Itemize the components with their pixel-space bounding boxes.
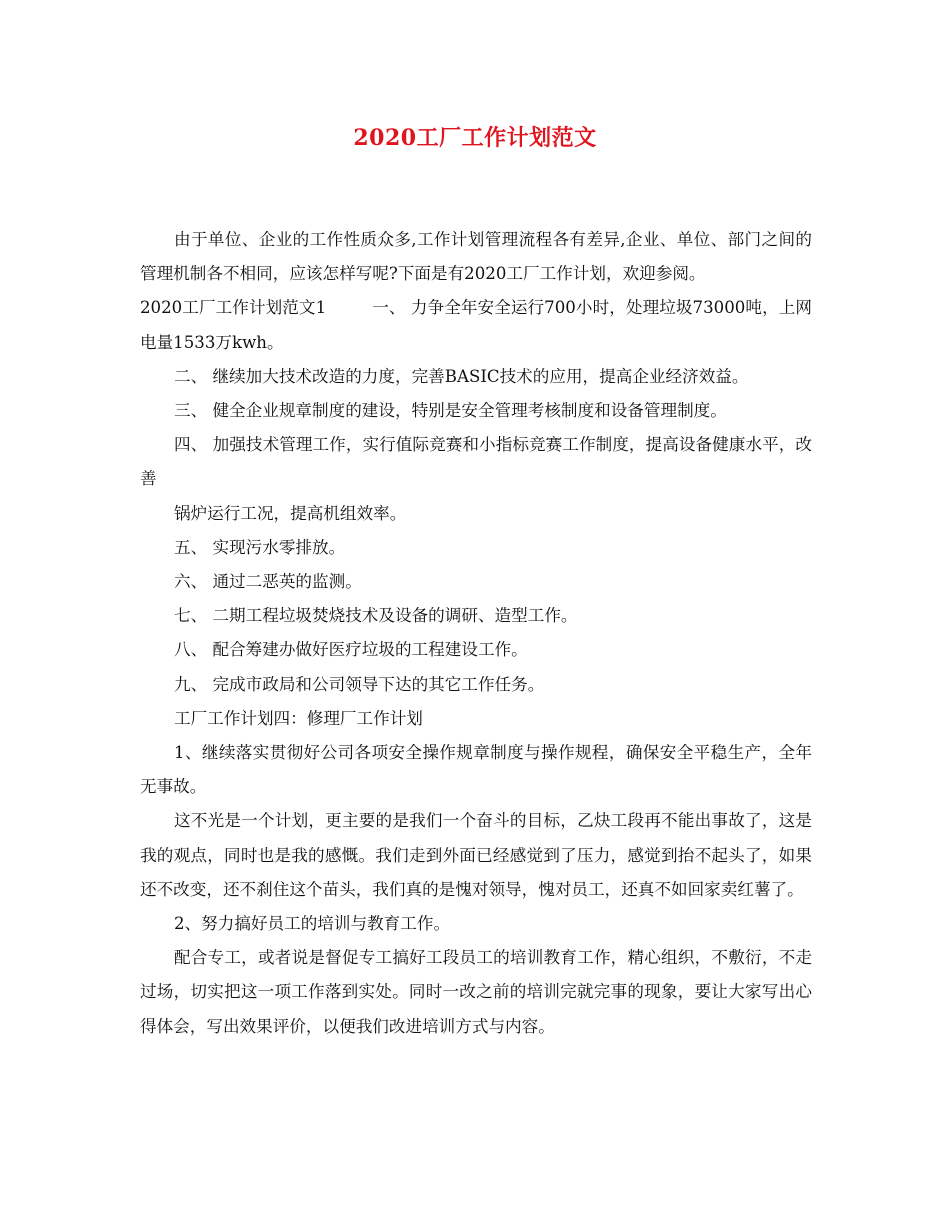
document-title: 2020工厂工作计划范文 (353, 125, 597, 151)
plan-item-7: 七、 二期工程垃圾焚烧技术及设备的调研、造型工作。 (174, 606, 578, 626)
plan-item-8: 八、 配合筹建办做好医疗垃圾的工程建设工作。 (174, 640, 528, 660)
plan-item-3: 三、 健全企业规章制度的建设，特别是安全管理考核制度和设备管理制度。 (174, 401, 727, 421)
section-heading-1 (140, 291, 812, 359)
plan-item-1: 一、 力争全年安全运行700小时，处理垃圾73000吨，上网电量1533万kwh。 (140, 298, 812, 352)
repair-plan-item-2: 2、努力搞好员工的培训与教育工作。 (174, 914, 451, 934)
repair-plan-commentary: 这不光是一个计划，更主要的是我们一个奋斗的目标，乙炔工段再不能出事故了，这是我的观点，同时也是我的感慨。我们走到外面已经感觉到了压力，感觉到抬不起头了，如果还不改变，还不刹住这个苗头，我们真的是愧对领导，愧对员工，还真不如回家卖红薯了。 (140, 811, 812, 899)
plan-item-9: 九、 完成市政局和公司领导下达的其它工作任务。 (174, 674, 545, 694)
repair-plan-training: 配合专工，或者说是督促专工搞好工段员工的培训教育工作，精心组织，不敷衍，不走过场，切实把这一项工作落到实处。同时一改之前的培训完就完事的现象，要让大家写出心得体会，写出效果评价，以便我们改进培训方式与内容。 (140, 948, 812, 1036)
document-body (140, 223, 812, 1044)
intro-paragraph: 由于单位、企业的工作性质众多,工作计划管理流程各有差异,企业、单位、部门之间的管理机制各不相同，应该怎样写呢?下面是有2020工厂工作计划，欢迎参阅。 (140, 230, 812, 284)
plan-item-4: 四、 加强技术管理工作，实行值际竞赛和小指标竞赛工作制度，提高设备健康水平，改善 (140, 435, 812, 489)
section-heading-4: 工厂工作计划四：修理厂工作计划 (174, 708, 423, 728)
plan-item-4-continued: 锅炉运行工况，提高机组效率。 (174, 503, 407, 523)
plan-item-2: 二、 继续加大技术改造的力度，完善BASIC技术的应用，提高企业经济效益。 (174, 366, 749, 386)
plan-item-6: 六、 通过二恶英的监测。 (174, 572, 362, 592)
section-heading-label: 2020工厂工作计划范文1 (140, 298, 327, 318)
repair-plan-item-1: 1、继续落实贯彻好公司各项安全操作规章制度与操作规程，确保安全平稳生产，全年无事故。 (140, 743, 812, 797)
plan-item-5: 五、 实现污水零排放。 (174, 537, 346, 557)
